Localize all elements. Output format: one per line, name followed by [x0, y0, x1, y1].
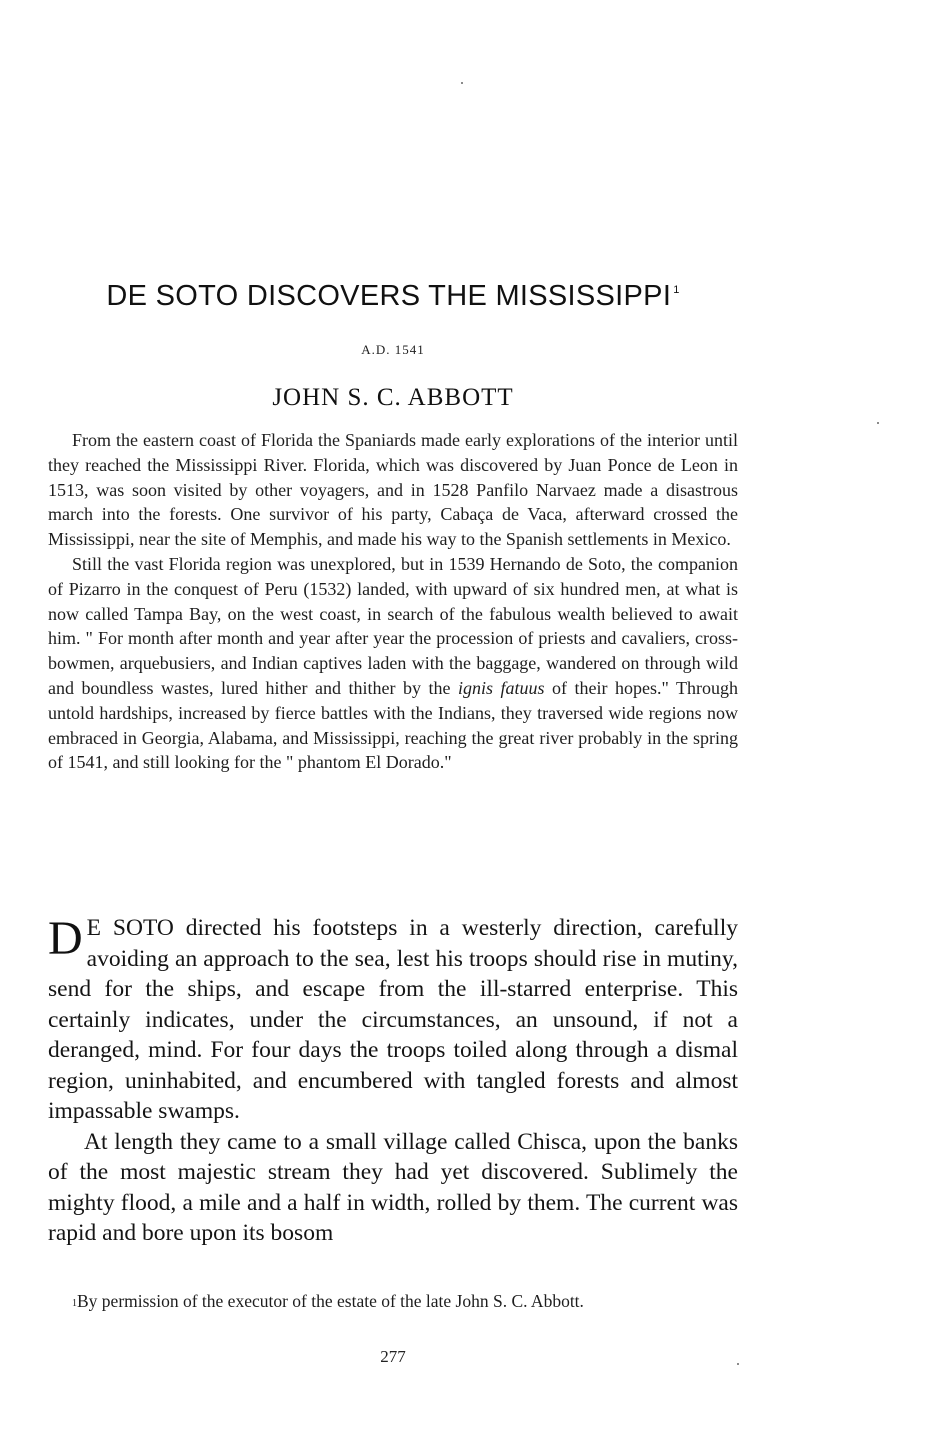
title-footnote-marker: 1: [673, 284, 680, 296]
main-paragraph-2: At length they came to a small village called Chisca, upon the banks of the most majestic stream they had yet discovered. Sublimely the mighty flood, a mile and a half in width, rolled by them. The current was rapid and bore upon its bosom: [48, 1128, 738, 1246]
footnote-marker: 1: [72, 1298, 77, 1309]
intro-paragraph-1: From the eastern coast of Florida the Spaniards made early explorations of the interior until they reached the Mississippi River. Florida, which was discovered by Juan Ponce de Leon in 1513, was soon visited by other voyagers, and in 1528 Panfilo Narvaez made a disastrous march into the forests. One survivor of his party, Cabaça de Vaca, afterward crossed the Mississippi, near the site of Memphis, and made his way to the Spanish settlements in Mexico.: [48, 430, 738, 550]
scan-speck: [461, 82, 463, 84]
footnote: [48, 1290, 738, 1313]
intro-paragraph-2-part-1: Still the vast Florida region was unexplored, but in 1539 Hernando de Soto, the companion of Pizarro in the conquest of Peru (1532) landed, with upward of six hundred men, at what is now called Tampa Bay, on the west coast, in search of the fabulous wealth believed to await him. " For month after month and year after year the procession of priests and cavaliers, cross-bowmen, arquebusiers, and Indian captives laden with the baggage, wandered on through wild and boundless wastes, lured hither and thither by the: [48, 553, 738, 698]
page-number: 277: [380, 1347, 406, 1366]
article-author: JOHN S. C. ABBOTT: [272, 384, 514, 411]
article-date: A.D. 1541: [361, 342, 425, 357]
main-paragraph-1: [48, 913, 738, 1127]
intro-section: [48, 428, 738, 775]
opening-caps: E SOTO: [86, 915, 174, 941]
main-text: [48, 913, 738, 1249]
article-title-text: DE SOTO DISCOVERS THE MISSISSIPPI: [106, 280, 672, 312]
footnote-text: By permission of the executor of the estate of the late John S. C. Abbott.: [77, 1291, 584, 1311]
drop-cap: D: [48, 912, 83, 965]
article-title: [48, 280, 738, 313]
scan-speck: [877, 422, 879, 424]
intro-italic-phrase: ignis fatuus: [457, 677, 545, 698]
intro-paragraph-2-part-2: of their hopes." Through untold hardships, increased by fierce battles with the Indians, they traversed wide regions now embraced in Georgia, Alabama, and Mississippi, reaching the great river probably in the spring of 1541, and still looking for the " phantom El Dorado.": [48, 677, 739, 773]
book-page: [48, 0, 738, 1435]
scan-speck: [737, 1363, 739, 1365]
main-paragraph-1-text: directed his footsteps in a westerly direction, carefully avoiding an approach to the sea, lest his troops should rise in mutiny, send for the ships, and escape from the ill-starred enterprise. This certainly indicates, under the circumstances, an unsound, if not a deranged, mind. For four days the troops toiled along through a dismal region, uninhabited, and encumbered with tangled forests and almost impassable swamps.: [48, 915, 738, 1124]
intro-paragraph-2: [48, 552, 738, 775]
